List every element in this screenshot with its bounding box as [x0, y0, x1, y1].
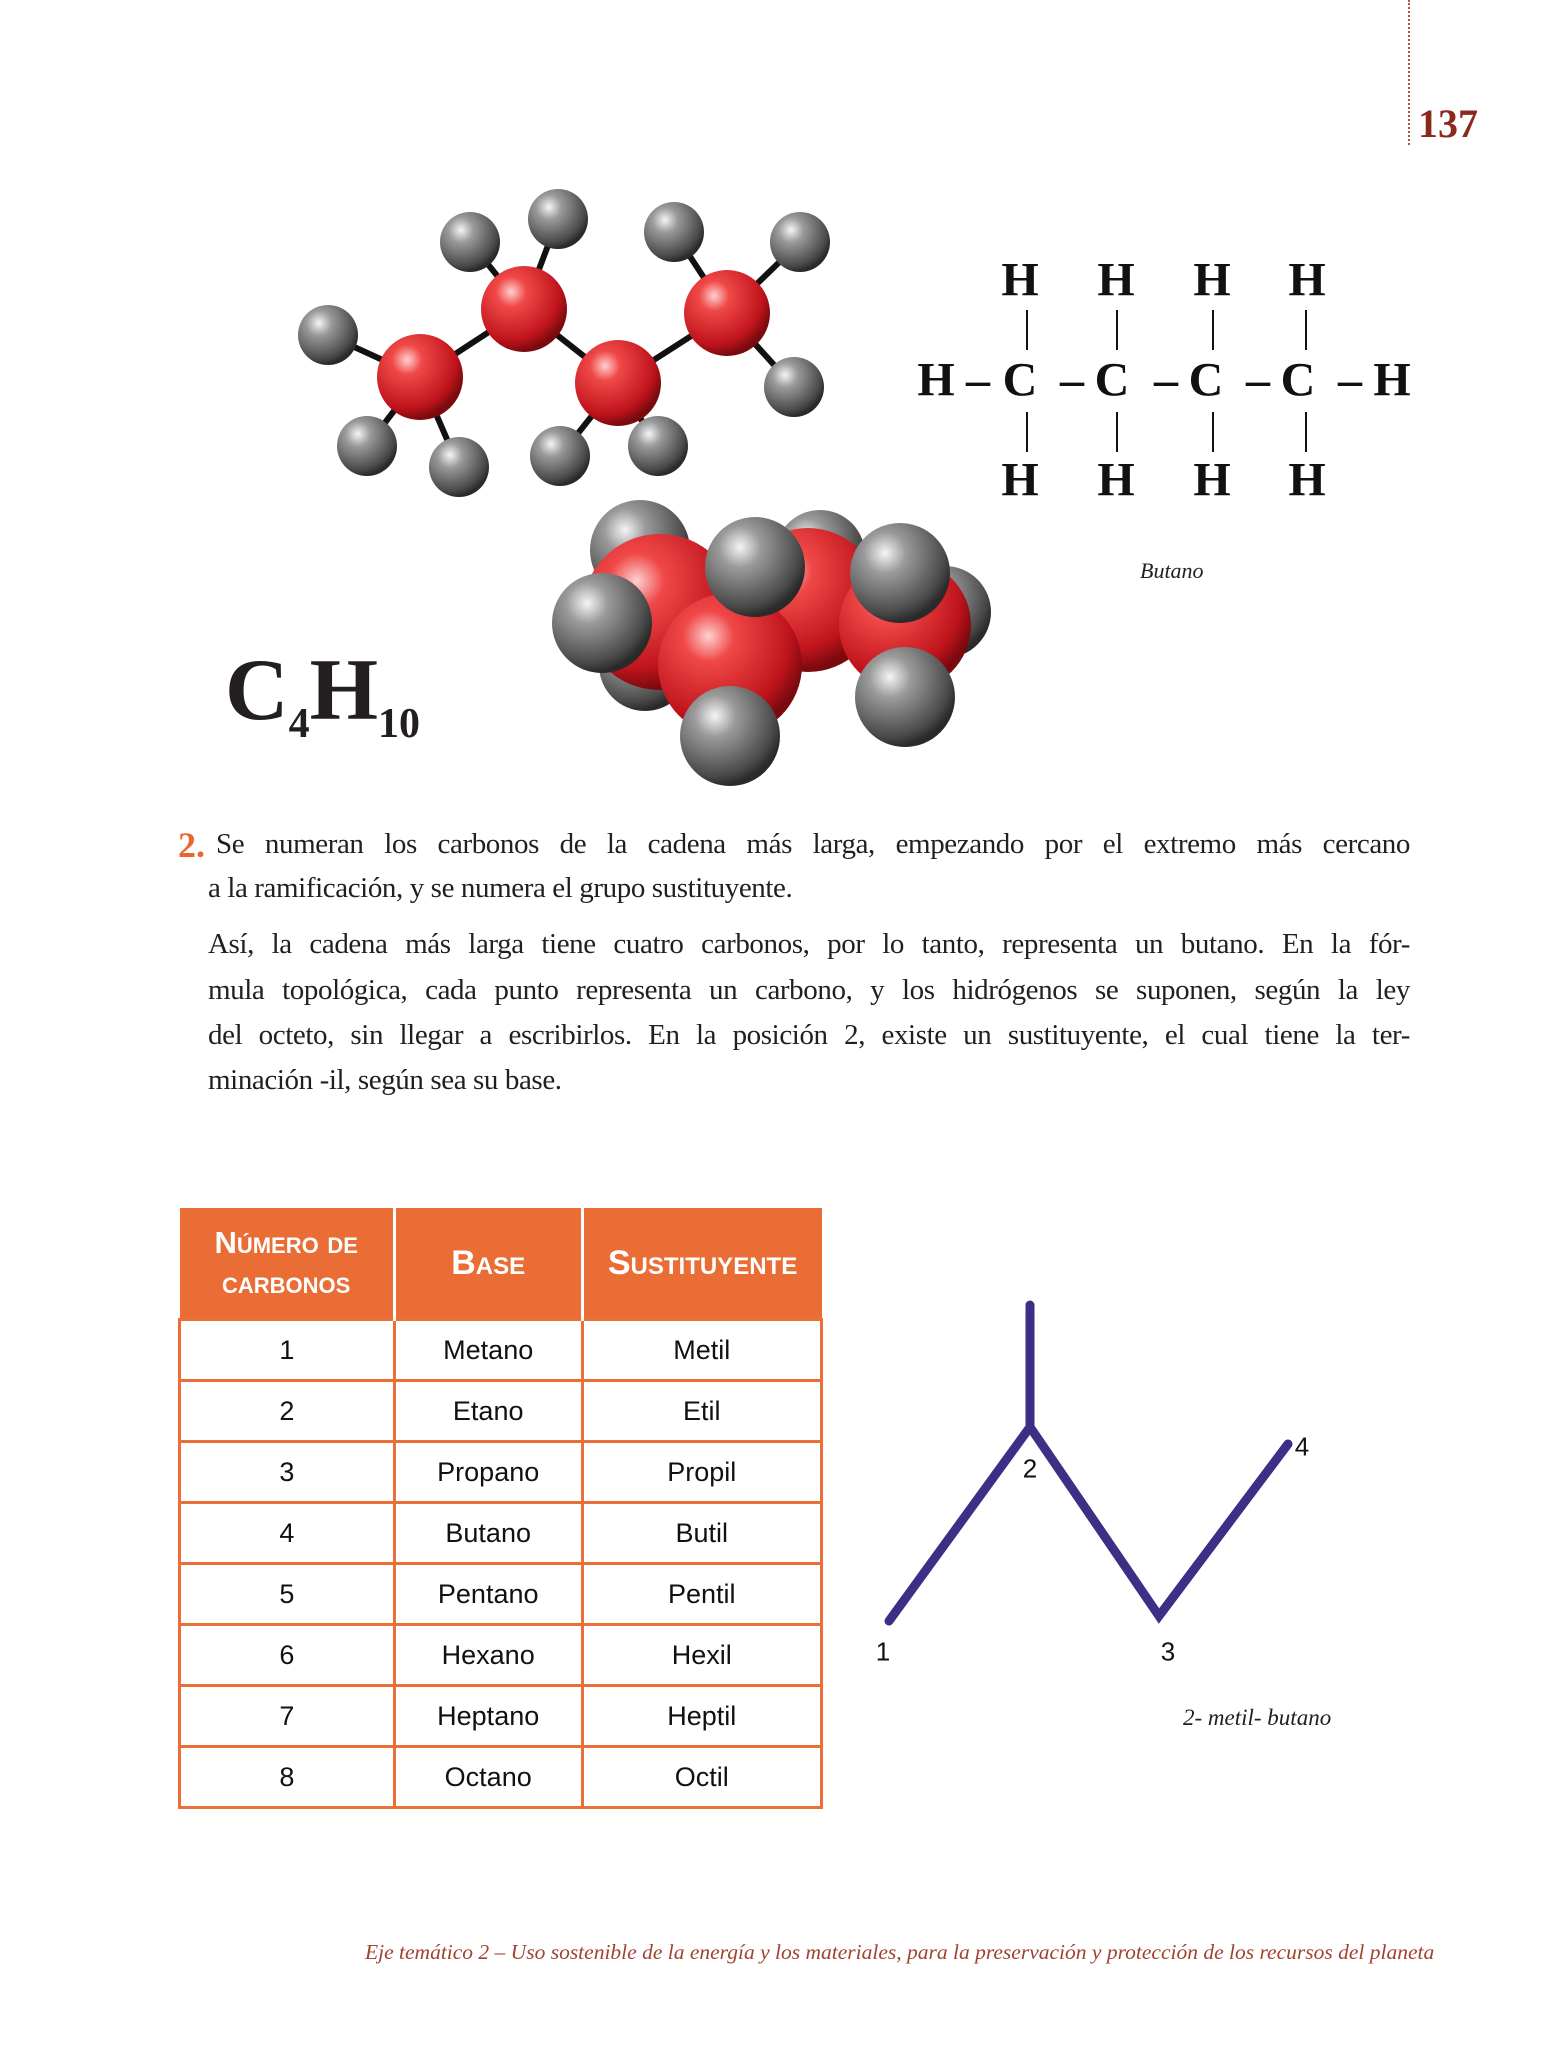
bond-dash: –	[1060, 353, 1084, 407]
bond-dash: –	[1338, 353, 1362, 407]
bond	[1305, 412, 1307, 452]
table-row	[180, 1442, 822, 1503]
atom-h: H	[1097, 253, 1135, 307]
cell-substituent: Metil	[582, 1320, 821, 1381]
cell-count: 7	[180, 1686, 395, 1747]
ball-and-stick-model	[280, 170, 860, 510]
atom-c: C	[1280, 353, 1316, 407]
cell-substituent: Hexil	[582, 1625, 821, 1686]
cell-count: 8	[180, 1747, 395, 1808]
carbon-naming-table	[178, 1208, 823, 1809]
formula-c-count: 4	[288, 701, 310, 747]
margin-dotted-line	[1408, 0, 1410, 145]
cell-count: 2	[180, 1381, 395, 1442]
atom-h: H	[1288, 253, 1326, 307]
table-row	[180, 1747, 822, 1808]
molecular-formula	[225, 640, 420, 748]
bond-dash: –	[1246, 353, 1270, 407]
table-row	[180, 1320, 822, 1381]
step-text-line: a la ramificación, y se numera el grupo sustituyente.	[208, 872, 793, 904]
carbon-atom	[377, 334, 463, 420]
cell-base: Metano	[394, 1320, 582, 1381]
atom-h: H	[1001, 453, 1039, 507]
cell-base: Octano	[394, 1747, 582, 1808]
bond-dash: –	[1154, 353, 1178, 407]
table-row	[180, 1381, 822, 1442]
formula-h-count: 10	[378, 701, 421, 747]
cell-count: 3	[180, 1442, 395, 1503]
bond	[1212, 412, 1214, 452]
page-number: 137	[1418, 101, 1478, 146]
cell-substituent: Pentil	[582, 1564, 821, 1625]
atom-c: C	[1002, 353, 1038, 407]
step-number: 2.	[178, 825, 205, 865]
bond-dash: –	[966, 353, 990, 407]
cell-count: 1	[180, 1320, 395, 1381]
carbon-label: 4	[1294, 1431, 1310, 1462]
formula-c: C	[225, 642, 289, 739]
cell-count: 6	[180, 1625, 395, 1686]
cell-substituent: Propil	[582, 1442, 821, 1503]
bond	[1116, 412, 1118, 452]
explanation-line: del octeto, sin llegar a escribirlos. En la posición 2, existe un sustituyente, el cual tiene la ter-	[208, 1019, 1410, 1051]
atom-h: H	[1373, 353, 1411, 407]
atom-h: H	[1001, 253, 1039, 307]
cell-substituent: Butil	[582, 1503, 821, 1564]
step-text-line: Se numeran los carbonos de la cadena más larga, empezando por el extremo más cercano	[216, 828, 1410, 860]
carbon-chain	[889, 1427, 1288, 1621]
space-filling-model	[540, 490, 1000, 790]
atom-h: H	[1193, 253, 1231, 307]
atom-h: H	[1288, 453, 1326, 507]
skeletal-formula-diagram	[860, 1280, 1320, 1640]
carbon-label: 3	[1160, 1636, 1176, 1667]
cell-base: Etano	[394, 1381, 582, 1442]
carbon-label: 2	[1022, 1453, 1038, 1484]
explanation-line: minación -il, según sea su base.	[208, 1064, 562, 1096]
bond	[1116, 310, 1118, 350]
table-row	[180, 1503, 822, 1564]
header-sustituyente: Sustituyente	[582, 1208, 821, 1320]
explanation-line: Así, la cadena más larga tiene cuatro carbonos, por lo tanto, representa un butano. En la fór-	[208, 928, 1410, 960]
cell-base: Pentano	[394, 1564, 582, 1625]
atom-c: C	[1094, 353, 1130, 407]
cell-base: Heptano	[394, 1686, 582, 1747]
formula-h: H	[309, 642, 379, 739]
bond	[1026, 412, 1028, 452]
diagram-caption: 2- metil- butano	[1183, 1705, 1332, 1730]
atom-h: H	[917, 353, 955, 407]
cell-count: 4	[180, 1503, 395, 1564]
table-header-row	[180, 1208, 822, 1320]
table-row	[180, 1686, 822, 1747]
atom-c: C	[1188, 353, 1224, 407]
explanation-line: mula topológica, cada punto representa un carbono, y los hidrógenos se suponen, según la ley	[208, 974, 1410, 1006]
cell-substituent: Heptil	[582, 1686, 821, 1747]
table-row	[180, 1625, 822, 1686]
cell-base: Propano	[394, 1442, 582, 1503]
cell-substituent: Octil	[582, 1747, 821, 1808]
cell-count: 5	[180, 1564, 395, 1625]
header-base: Base	[394, 1208, 582, 1320]
atom-h: H	[1193, 453, 1231, 507]
bond	[1026, 310, 1028, 350]
cell-base: Butano	[394, 1503, 582, 1564]
butano-caption: Butano	[1140, 558, 1204, 583]
cell-substituent: Etil	[582, 1381, 821, 1442]
atom-h: H	[1097, 453, 1135, 507]
bond	[1305, 310, 1307, 350]
bond	[1212, 310, 1214, 350]
page-footer: Eje temático 2 – Uso sostenible de la energía y los materiales, para la preservación y protección de los recursos del planeta	[365, 1940, 1435, 1964]
table-row	[180, 1564, 822, 1625]
carbon-label: 1	[875, 1636, 891, 1667]
hydrogen-atom	[298, 305, 358, 365]
cell-base: Hexano	[394, 1625, 582, 1686]
header-numero-carbonos: Número de carbonos	[180, 1208, 395, 1320]
